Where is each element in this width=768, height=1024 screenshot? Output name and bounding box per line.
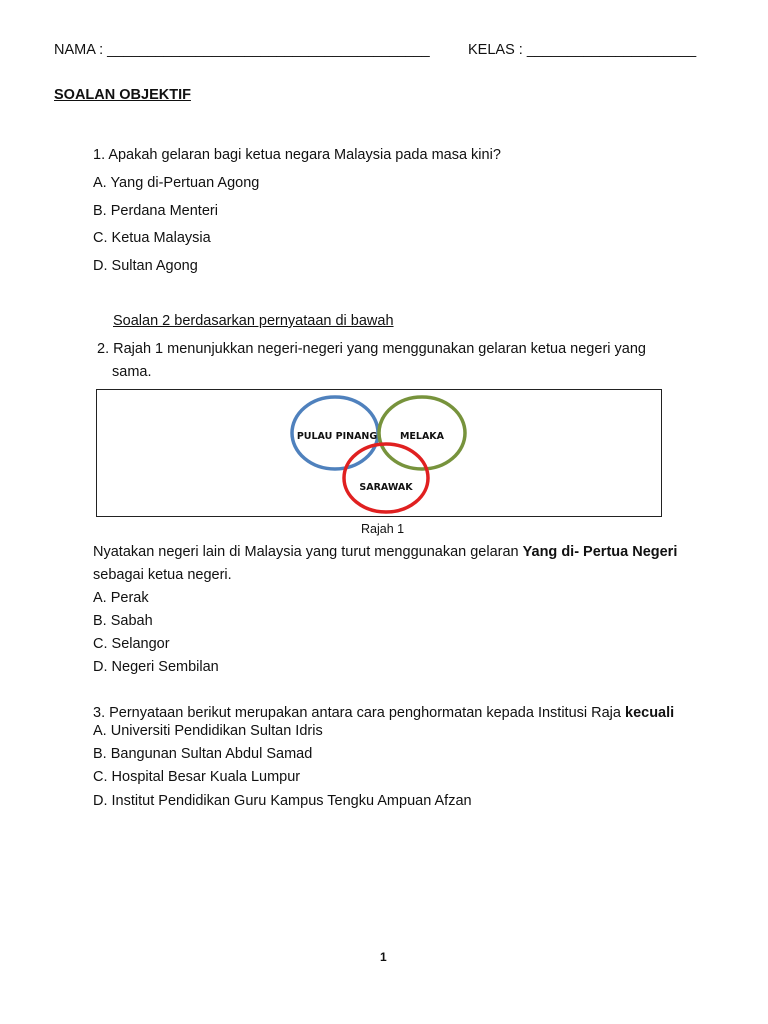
q2-stem-line2: sama. xyxy=(112,364,152,380)
q2-ask-text: Nyatakan negeri lain di Malaysia yang turut menggunakan gelaran xyxy=(93,544,523,560)
venn-label-melaka: MELAKA xyxy=(399,431,445,442)
q2-option-c: C. Selangor xyxy=(93,636,170,652)
q2-option-d: D. Negeri Sembilan xyxy=(93,659,219,675)
q3-option-b: B. Bangunan Sultan Abdul Samad xyxy=(93,746,313,762)
diagram-caption: Rajah 1 xyxy=(361,522,405,536)
q2-stem-line1: 2. Rajah 1 menunjukkan negeri-negeri yang menggunakan gelaran ketua negeri yang xyxy=(97,341,646,357)
name-field-label: NAMA : ________________________________________ xyxy=(54,42,430,58)
q2-ask-bold: Yang di- Pertua Negeri xyxy=(522,544,678,560)
q1-option-a: A. Yang di-Pertuan Agong xyxy=(93,175,260,191)
q2-option-a: A. Perak xyxy=(93,590,149,606)
venn-label-sarawak: SARAWAK xyxy=(359,482,413,493)
question-3 xyxy=(93,704,674,722)
q3-option-a: A. Universiti Pendidikan Sultan Idris xyxy=(93,723,323,739)
q1-option-c: C. Ketua Malaysia xyxy=(93,230,211,246)
section-title: SOALAN OBJEKTIF xyxy=(54,87,191,103)
page-number: 1 xyxy=(380,950,387,964)
question-1: 1. Apakah gelaran bagi ketua negara Malaysia pada masa kini? xyxy=(93,147,501,163)
q1-option-d: D. Sultan Agong xyxy=(93,258,198,274)
q2-ask-line2: sebagai ketua negeri. xyxy=(93,567,232,583)
q3-option-d: D. Institut Pendidikan Guru Kampus Tengku Ampuan Afzan xyxy=(93,793,472,809)
class-field-label: KELAS : _____________________ xyxy=(468,42,697,58)
venn-diagram-frame xyxy=(96,389,662,517)
venn-diagram xyxy=(97,390,663,518)
q2-ask-line1 xyxy=(93,543,677,561)
q2-option-b: B. Sabah xyxy=(93,613,153,629)
q2-instruction: Soalan 2 berdasarkan pernyataan di bawah xyxy=(113,313,394,329)
venn-label-pulau-pinang: PULAU PINANG xyxy=(296,431,378,442)
q3-option-c: C. Hospital Besar Kuala Lumpur xyxy=(93,769,301,785)
q3-text: 3. Pernyataan berikut merupakan antara cara penghormatan kepada Institusi Raja xyxy=(93,705,625,721)
q3-bold: kecuali xyxy=(625,705,675,721)
q1-option-b: B. Perdana Menteri xyxy=(93,203,218,219)
